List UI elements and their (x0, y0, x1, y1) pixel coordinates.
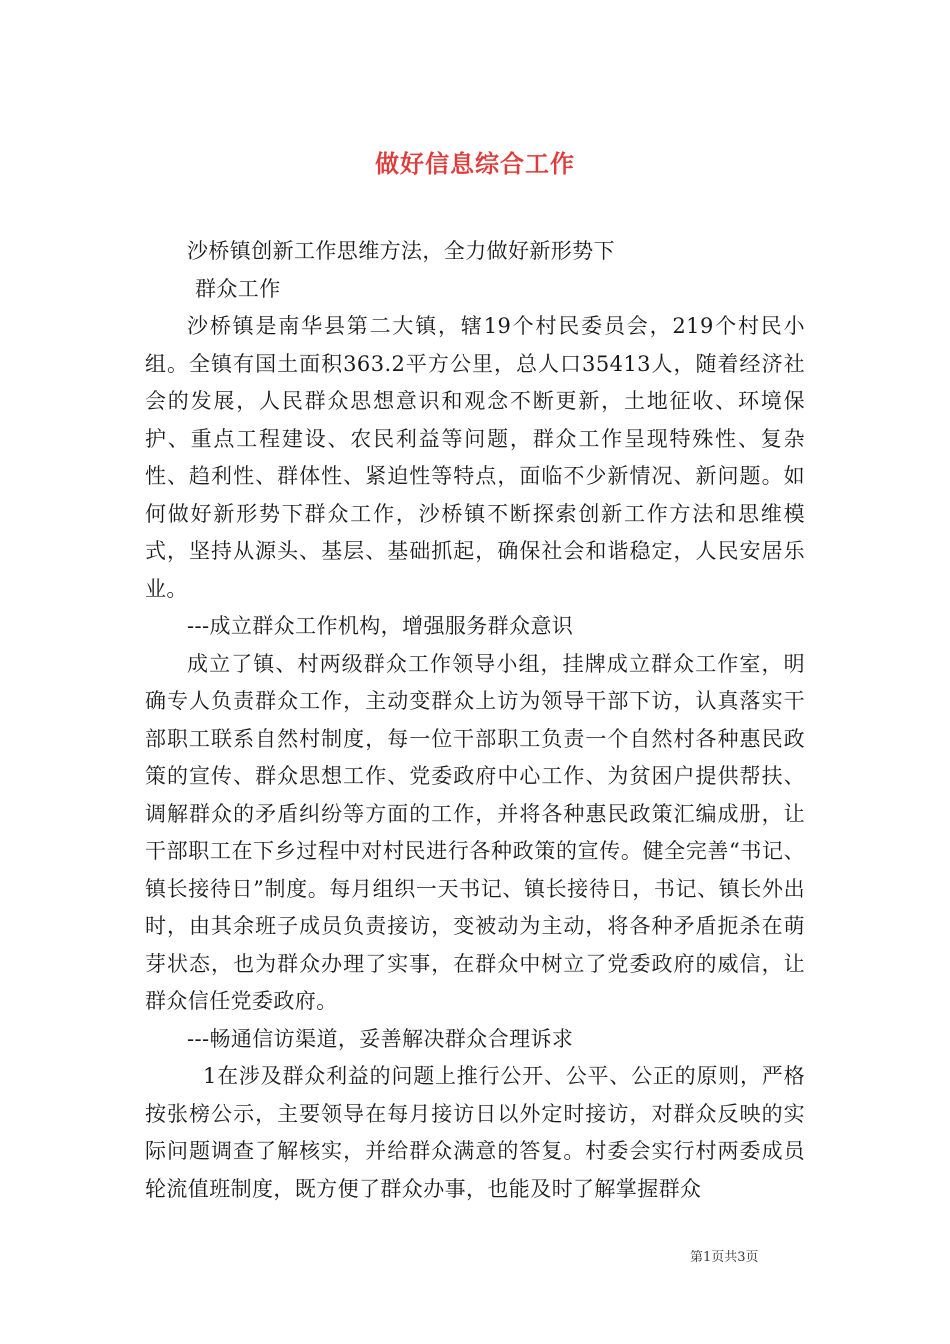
subtitle-line-2: 群众工作 (195, 276, 281, 301)
section-heading-1: ---成立群众工作机构，增强服务群众意识 (187, 614, 574, 638)
page-number: 第1页共3页 (690, 1250, 759, 1265)
section-heading-2: ---畅通信访渠道，妥善解决群众合理诉求 (187, 1026, 574, 1051)
document-body (145, 233, 805, 1208)
subtitle-line-1: 沙桥镇创新工作思维方法，全力做好新形势下 (187, 239, 615, 263)
intro-paragraph: 沙桥镇是南华县第二大镇，辖19个村民委员会，219个村民小组。全镇有国土面积363.2平方公里，总人口35413人，随着经济社会的发展，人民群众思想意识和观念不断更新，土地征收、环境保护、重点工程建设、农民利益等问题，群众工作呈现特殊性、复杂性、趋利性、群体性、紧迫性等特点，面临不少新情况、新问题。如何做好新形势下群众工作，沙桥镇不断探索创新工作方法和思维模式，坚持从源头、基层、基础抓起，确保社会和谐稳定，人民安居乐业。 (145, 314, 805, 601)
section-2-paragraph: 1在涉及群众利益的问题上推行公开、公平、公正的原则，严格按张榜公示，主要领导在每月接访日以外定时接访，对群众反映的实际问题调查了解核实，并给群众满意的答复。村委会实行村两委成员轮流值班制度，既方便了群众办事，也能及时了解掌握群众 (145, 1064, 805, 1201)
document-title: 做好信息综合工作 (375, 149, 575, 179)
section-1-paragraph: 成立了镇、村两级群众工作领导小组，挂牌成立群众工作室，明确专人负责群众工作，主动变群众上访为领导干部下访，认真落实干部职工联系自然村制度，每一位干部职工负责一个自然村各种惠民政策的宣传、群众思想工作、党委政府中心工作、为贫困户提供帮扶、调解群众的矛盾纠纷等方面的工作，并将各种惠民政策汇编成册，让干部职工在下乡过程中对村民进行各种政策的宣传。健全完善“书记、镇长接待日”制度。每月组织一天书记、镇长接待日，书记、镇长外出时，由其余班子成员负责接访，变被动为主动，将各种矛盾扼杀在萌芽状态，也为群众办理了实事，在群众中树立了党委政府的威信，让群众信任党委政府。 (145, 651, 805, 1013)
